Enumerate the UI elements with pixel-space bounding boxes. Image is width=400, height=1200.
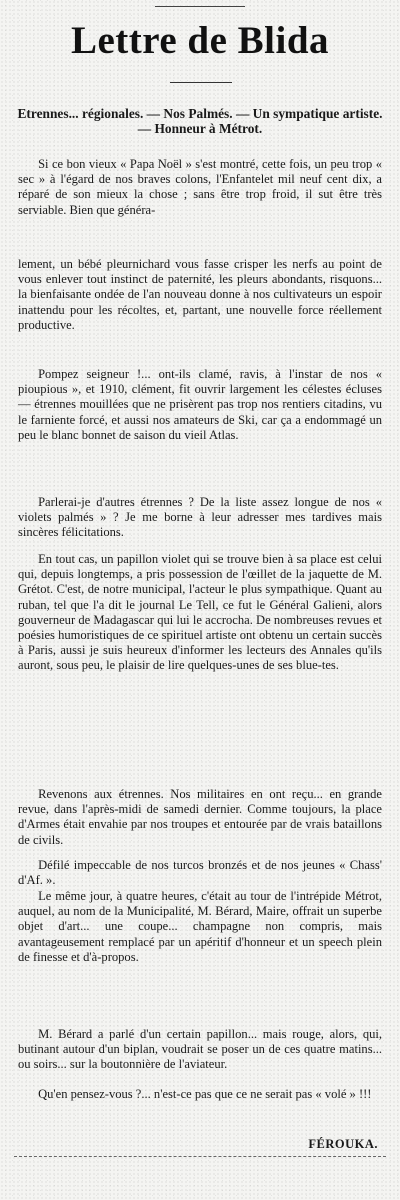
top-rule [155,6,245,7]
article-subhead: Etrennes... régionales. — Nos Palmés. — Un sympatique artiste. — Honneur à Métrot. [17,106,383,136]
author-signature: FÉROUKA. [308,1137,378,1151]
paragraph-6: Revenons aux étrennes. Nos militaires en ont reçu... en grande revue, dans l'après-midi de samedi dernier. Comme toujours, la place d'Armes était envahie par nos troupes et entourée par de vrais bataillons de civils. [18,787,382,847]
paragraph-10: Qu'en pensez-vous ?... n'est-ce pas que ce ne serait pas « volé » !!! [38,1087,372,1101]
paragraph-8: Le même jour, à quatre heures, c'était au tour de l'intrépide Métrot, auquel, au nom de la Municipalité, M. Bérard, Maire, offrait un superbe objet d'art... une coupe... champagne non compris, mais avantageusement remplacé par un apéritif d'honneur et un speech plein de finesse et d'à-propos. [18,889,382,964]
paragraph-5: En tout cas, un papillon violet qui se trouve bien à sa place est celui qui, depuis longtemps, a pris possession de l'œillet de la jaquette de M. Grétot. C'est, de notre municipal, l'acteur le plus sympathique. Quant au ruban, tel que l'a dit le journal Le Tell, ce fut le Général Galieni, alors gouverneur de Madagascar qui lui le accrocha. De nombreuses revues et poésies humoristiques de ce spirituel artiste ont obtenu un certain succès à Paris, aussi je suis heureux d'informer les lecteurs des Annales qu'ils auront, sous peu, le plaisir de lire quelques-unes de ses blue-tes. [18,552,382,673]
paragraph-1: Si ce bon vieux « Papa Noël » s'est montré, cette fois, un peu trop « sec » à l'égard de nos braves colons, l'Enfantelet mil neuf cent dix, a réparé de son mieux la chose ; sans être trop froid, il sut être très serviable. Bien que généra- [18,157,382,217]
paragraph-4: Parlerai-je d'autres étrennes ? De la liste assez longue de nos « violets palmés » ? Je me borne à leur adresser mes tardives mais sincères félicitations. [18,495,382,540]
bottom-rule [14,1156,386,1157]
paragraph-9: M. Bérard a parlé d'un certain papillon... mais rouge, alors, qui, butinant autour d'un biplan, voudrait se poser un de ces quatre matins... ou soirs... sur la boutonnière de l'aviateur. [18,1027,382,1072]
paragraph-2: lement, un bébé pleurnichard vous fasse crisper les nerfs au point de vous enlever tout instinct de paternité, les pleurs abondants, risquons... la bienfaisante ondée de l'an nouveau donne à nos cultivateurs un espoir inattendu pour les récoltes, et, partant, une nouvelle force réellement productive. [18,257,382,332]
headline-rule [170,82,232,83]
paragraph-3: Pompez seigneur !... ont-ils clamé, ravis, à l'instar de nos « pioupious », et 1910, clément, fit ouvrir largement les célestes écluses — étrennes mouillées que ne prisèrent pas trop nos rentiers citadins, vu le farniente forcé, et aussi nos amateurs de Ski, car ça a endommagé un peu le blanc bonnet de saison du vieil Atlas. [18,367,382,442]
article-headline: Lettre de Blida [70,19,330,62]
paragraph-7: Défilé impeccable de nos turcos bronzés et de nos jeunes « Chass' d'Af. ». [18,858,382,888]
